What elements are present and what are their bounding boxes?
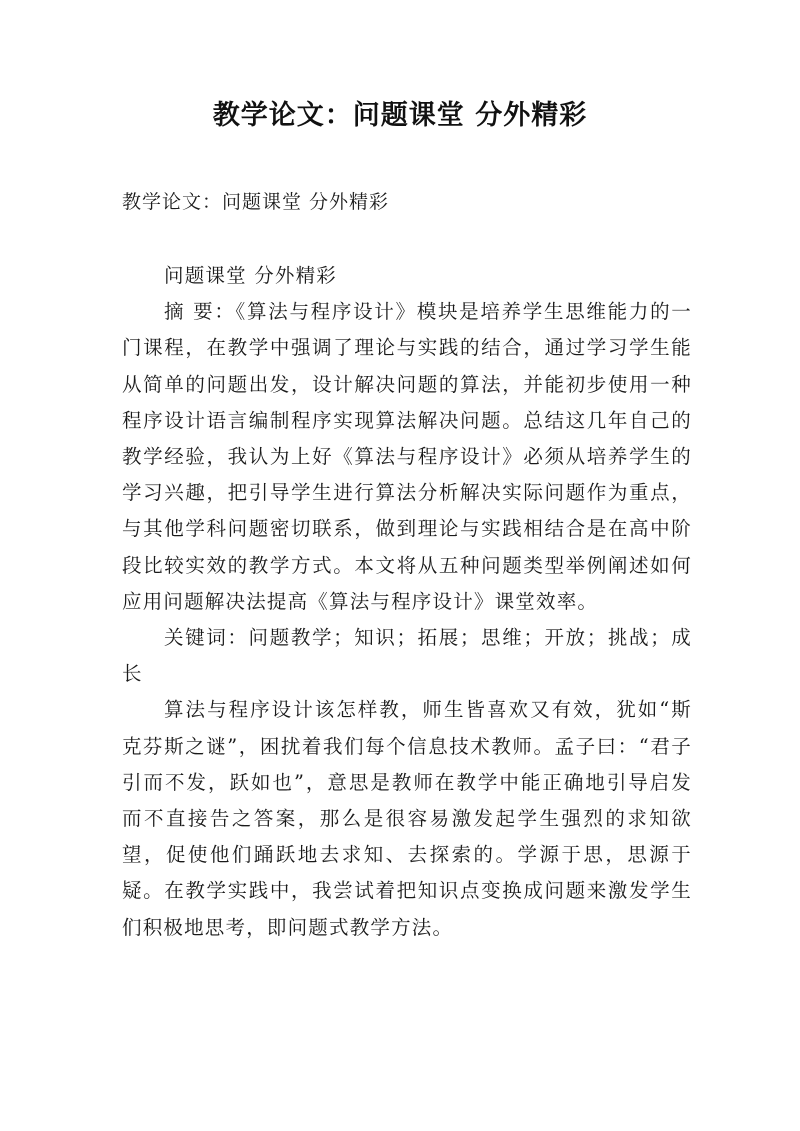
document-subtitle: 教学论文：问题课堂 分外精彩 [122,191,390,213]
abstract-paragraph: 摘 要：《算法与程序设计》模块是培养学生思维能力的一门课程，在教学中强调了理论与实践的结合，通过学习学生能从简单的问题出发，设计解决问题的算法，并能初步使用一种程序设计语言编制程序实现算法解决问题。总结这几年自己的教学经验，我认为上好《算法与程序设计》必须从培养学生的学习兴趣，把引导学生进行算法分析解决实际问题作为重点，与其他学科问题密切联系，做到理论与实践相结合是在高中阶段比较实效的教学方式。本文将从五种问题类型举例阐述如何应用问题解决法提高《算法与程序设计》课堂效率。 [122,300,692,613]
document-title: 教学论文：问题课堂 分外精彩 [212,100,588,131]
keywords-paragraph: 关键词：问题教学；知识；拓展；思维；开放；挑战；成长 [122,626,692,686]
section-heading: 问题课堂 分外精彩 [164,264,337,287]
document-body [122,258,692,946]
body-paragraph: 算法与程序设计该怎样教，师生皆喜欢又有效，犹如“斯克芬斯之谜”，困扰着我们每个信息技术教师。孟子曰：“君子引而不发，跃如也”，意思是教师在教学中能正确地引导启发而不直接告之答案，那么是很容易激发起学生强烈的求知欲望，促使他们踊跃地去求知、去探索的。学源于思，思源于疑。在教学实践中，我尝试着把知识点变换成问题来激发学生们积极地思考，即问题式教学方法。 [122,698,692,939]
